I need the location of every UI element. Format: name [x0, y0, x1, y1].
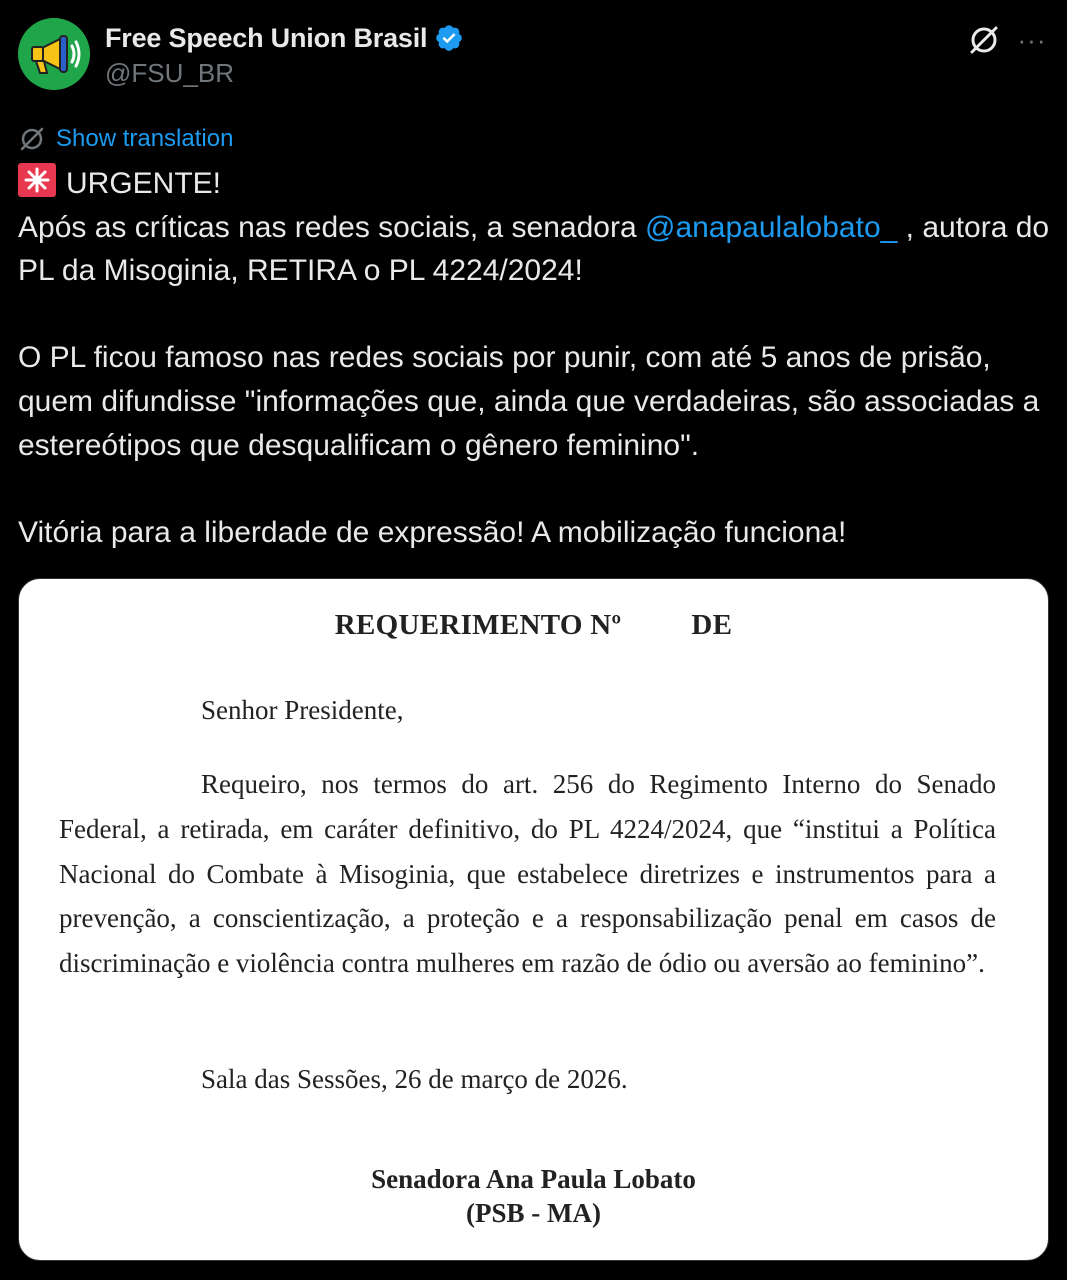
show-translation-link[interactable]: Show translation [56, 125, 234, 152]
doc-signature-name: Senadora Ana Paula Lobato [371, 1164, 696, 1194]
tweet-urgent-text: URGENTE! [66, 167, 222, 200]
tweet-header [18, 18, 1049, 94]
author-handle[interactable]: @FSU_BR [105, 58, 234, 88]
paragraph-gap [18, 467, 1058, 511]
doc-signature-party: (PSB - MA) [466, 1198, 601, 1228]
mention-link[interactable]: @anapaulalobato_ [644, 210, 898, 244]
translate-icon [18, 125, 46, 153]
doc-date: Sala das Sessões, 26 de março de 2026. [201, 1064, 628, 1094]
author-display-name[interactable]: Free Speech Union Brasil [105, 22, 428, 53]
avatar[interactable] [18, 18, 90, 90]
doc-title [19, 609, 1048, 642]
tweet-line-urgent [18, 162, 1058, 206]
author-name-row[interactable] [105, 20, 464, 56]
doc-body: Requeiro, nos termos do art. 256 do Regimento Interno do Senado Federal, a retirada, em caráter definitivo, do PL 4224/2024, que “institui a Política Nacional do Combate à Misoginia, que estabelece diretrizes e instrumentos para a prevenção, a conscientização, a proteção e a responsabilização penal em casos de discriminação e violência contra mulheres em razão de ódio ou aversão ao feminino”. [59, 769, 996, 979]
more-icon[interactable]: ··· [1017, 24, 1047, 55]
doc-signature [19, 1162, 1048, 1230]
tweet-text-segment: Após as críticas nas redes sociais, a senadora [18, 210, 645, 244]
tweet-media-image[interactable] [18, 578, 1049, 1261]
paragraph-gap [18, 293, 1058, 337]
grok-icon[interactable] [966, 22, 1002, 58]
tweet-paragraph-2: O PL ficou famoso nas redes sociais por punir, com até 5 anos de prisão, quem difundisse "informações que, ainda que verdadeiras, são associadas a estereótipos que desqualificam o gênero feminino". [18, 341, 1040, 462]
tweet-text [18, 162, 1058, 554]
show-translation-button[interactable] [18, 122, 233, 156]
tweet-paragraph-3: Vitória para a liberdade de expressão! A mobilização funciona! [18, 515, 847, 549]
doc-title-right: DE [691, 609, 733, 641]
tweet-text-segment: , autora do PL da Misoginia, RETIRA o PL 4224/2024! [18, 210, 1050, 288]
tweet-paragraph-1 [18, 206, 1058, 293]
doc-salutation: Senhor Presidente, [201, 695, 404, 725]
doc-title-left: REQUERIMENTO Nº [334, 609, 622, 641]
verified-badge-icon[interactable] [434, 23, 464, 53]
megaphone-icon [18, 18, 90, 90]
siren-icon [18, 163, 56, 197]
